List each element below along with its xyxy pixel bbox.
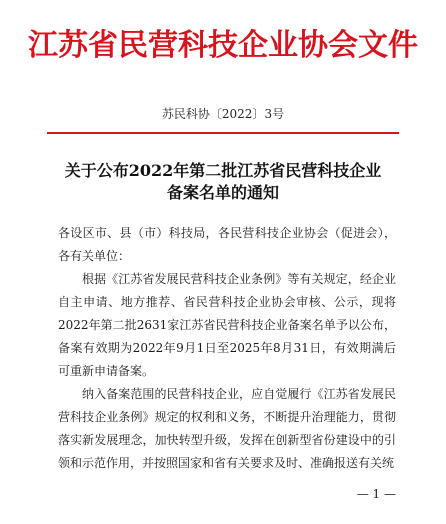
salutation: 各设区市、县（市）科技局，各民营科技企业协会（促进会），各有关单位： [58,226,396,263]
masthead-title: 江苏省民营科技企业协会文件 [28,28,418,63]
body-paragraph-1: 根据《江苏省发展民营科技企业条例》等有关规定，经企业自主申请、地方推荐、省民营科技企业协会审核、公示，现将2022年第二批2631家江苏省民营科技企业备案名单予以公布，备案有效期为2022年9月1日至2025年8月31日，有效期满后可重新申请备案。 [58,272,396,378]
notice-title [30,160,416,204]
notice-title-line-2: 备案名单的通知 [166,183,279,202]
document-number: 苏民科协〔2022〕3号 [161,107,285,121]
notice-body [58,222,396,475]
notice-title-line-1: 关于公布2022年第二批江苏省民营科技企业 [64,161,382,180]
body-paragraph-2: 纳入备案范围的民营科技企业，应自觉履行《江苏省发展民营科技企业条例》规定的权利和义务，不断提升治理能力，贯彻落实新发展理念，加快转型升级，发挥在创新型省份建设中的引领和示范作用，并按照国家和省有关要求及时、准确报送有关统 [58,387,396,470]
red-divider-line [47,132,399,134]
page-number: — 1 — [356,487,396,501]
